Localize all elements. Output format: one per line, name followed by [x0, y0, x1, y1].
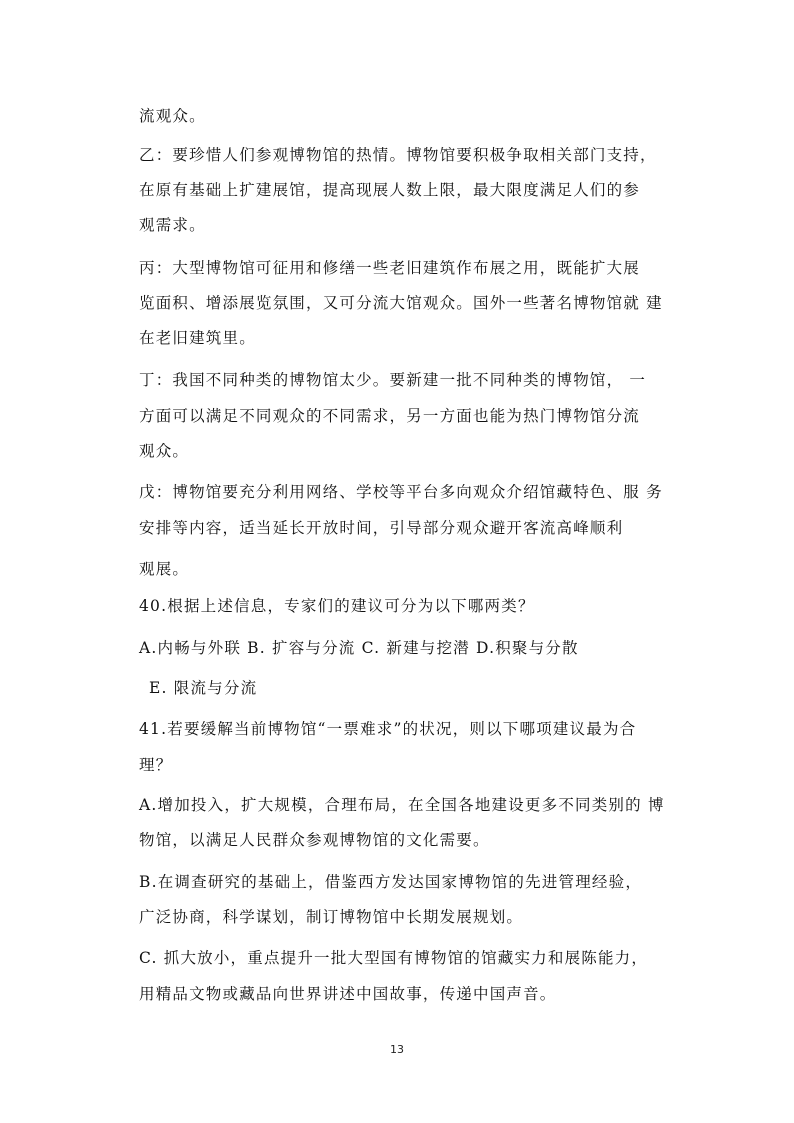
page-number: 13 — [390, 1043, 404, 1056]
text-line: 观众。 — [139, 442, 190, 460]
text-line: 观展。 — [139, 560, 190, 578]
text-line: 戊：博物馆要充分利用网络、学校等平台多向观众介绍馆藏特色、服 务 — [139, 483, 663, 501]
text-line: 在原有基础上扩建展馆，提高现展人数上限，最大限度满足人们的参 — [139, 181, 641, 199]
question-41: 理？ — [139, 756, 173, 774]
question-40-option-e: E. 限流与分流 — [149, 679, 258, 697]
question-40: 40.根据上述信息，专家们的建议可分为以下哪两类？ — [139, 597, 535, 615]
text-line: 观需求。 — [139, 216, 206, 234]
question-41-option-a: A.增加投入，扩大规模，合理布局，在全国各地建设更多不同类别的 博 — [139, 796, 665, 814]
question-41-option-c: 用精品文物或藏品向世界讲述中国故事，传递中国声音。 — [139, 985, 557, 1003]
text-line: 览面积、增添展览氛围，又可分流大馆观众。国外一些著名博物馆就 建 — [139, 294, 663, 312]
text-line: 方面可以满足不同观众的不同需求，另一方面也能为热门博物馆分流 — [139, 407, 641, 425]
question-41-option-c: C. 抓大放小，重点提升一批大型国有博物馆的馆藏实力和展陈能力， — [139, 949, 649, 967]
text-line: 安排等内容，适当延长开放时间，引导部分观众避开客流高峰顺利 — [139, 519, 624, 537]
text-line: 在老旧建筑里。 — [139, 329, 256, 347]
question-40-options: A.内畅与外联 B. 扩容与分流 C. 新建与挖潜 D.积聚与分散 — [139, 639, 579, 657]
text-line: 丁：我国不同种类的博物馆太少。要新建一批不同种类的博物馆， 一 — [139, 371, 647, 389]
question-41: 41.若要缓解当前博物馆“一票难求”的状况，则以下哪项建议最为合 — [139, 720, 637, 738]
question-41-option-b: 广泛协商，科学谋划，制订博物馆中长期发展规划。 — [139, 908, 524, 926]
question-41-option-b: B.在调查研究的基础上，借鉴西方发达国家博物馆的先进管理经验， — [139, 873, 643, 891]
question-41-option-a: 物馆，以满足人民群众参观博物馆的文化需要。 — [139, 831, 490, 849]
text-line: 流观众。 — [139, 107, 206, 125]
text-line: 乙：要珍惜人们参观博物馆的热情。博物馆要积极争取相关部门支持， — [139, 146, 657, 164]
text-line: 丙：大型博物馆可征用和修缮一些老旧建筑作布展之用，既能扩大展 — [139, 259, 641, 277]
